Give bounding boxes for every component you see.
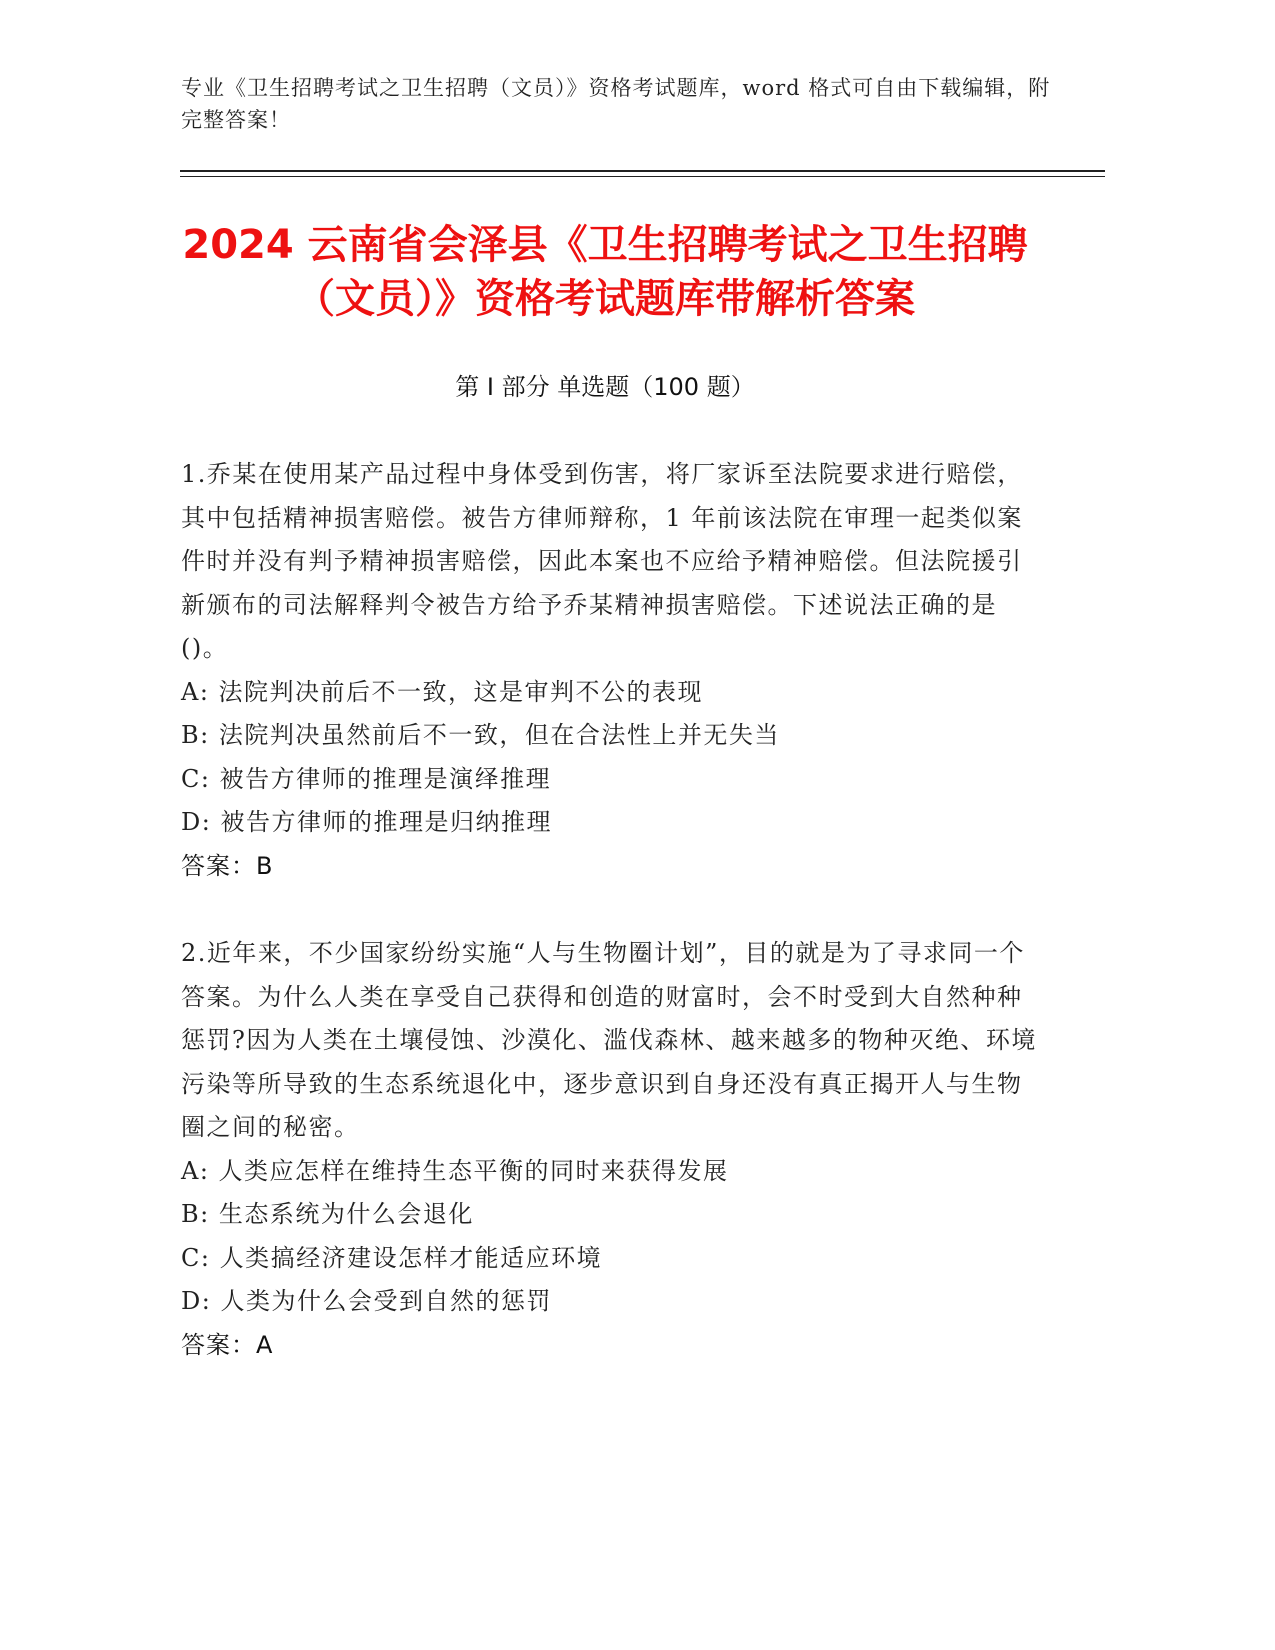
option-b: B: 法院判决虽然前后不一致，但在合法性上并无失当: [181, 721, 780, 749]
answer-line: 答案：A: [181, 1330, 274, 1359]
header-divider-thin: [180, 176, 1105, 177]
question-stem: 1.乔某在使用某产品过程中身体受到伤害，将厂家诉至法院要求进行赔偿，其中包括精神损害赔偿。被告方律师辩称，1 年前该法院在审理一起类似案件时并没有判予精神损害赔偿，因此本案也不应给予精神赔偿。但法院援引新颁布的司法解释判令被告方给予乔某精神损害赔偿。下述说法正确的是()。: [181, 460, 1023, 662]
option-list: [181, 1150, 1041, 1324]
section-heading: 第 I 部分 单选题（100 题）: [455, 373, 755, 401]
question-stem: 2.近年来，不少国家纷纷实施“人与生物圈计划”，目的就是为了寻求同一个答案。为什么人类在享受自己获得和创造的财富时，会不时受到大自然种种惩罚?因为人类在土壤侵蚀、沙漠化、滥伐森林、越来越多的物种灭绝、环境污染等所导致的生态系统退化中，逐步意识到自身还没有真正揭开人与生物圈之间的秘密。: [181, 939, 1037, 1141]
option-d: D: 人类为什么会受到自然的惩罚: [181, 1287, 552, 1315]
option-a: A: 人类应怎样在维持生态平衡的同时来获得发展: [181, 1156, 729, 1185]
option-a: A: 法院判决前后不一致，这是审判不公的表现: [181, 677, 704, 706]
option-c: C: 人类搞经济建设怎样才能适应环境: [181, 1243, 603, 1272]
option-b: B: 生态系统为什么会退化: [181, 1200, 474, 1228]
header-divider-thick: [180, 170, 1105, 172]
option-list: [181, 671, 1041, 845]
question-2: [181, 932, 1041, 1367]
option-c: C: 被告方律师的推理是演绎推理: [181, 764, 552, 793]
answer-line: 答案：B: [181, 851, 274, 880]
question-1: [181, 453, 1041, 888]
document-title: 2024 云南省会泽县《卫生招聘考试之卫生招聘（文员）》资格考试题库带解析答案: [182, 222, 1028, 322]
header-note: 专业《卫生招聘考试之卫生招聘（文员）》资格考试题库，word 格式可自由下载编辑，附完整答案！: [181, 76, 1051, 132]
option-d: D: 被告方律师的推理是归纳推理: [181, 808, 552, 836]
